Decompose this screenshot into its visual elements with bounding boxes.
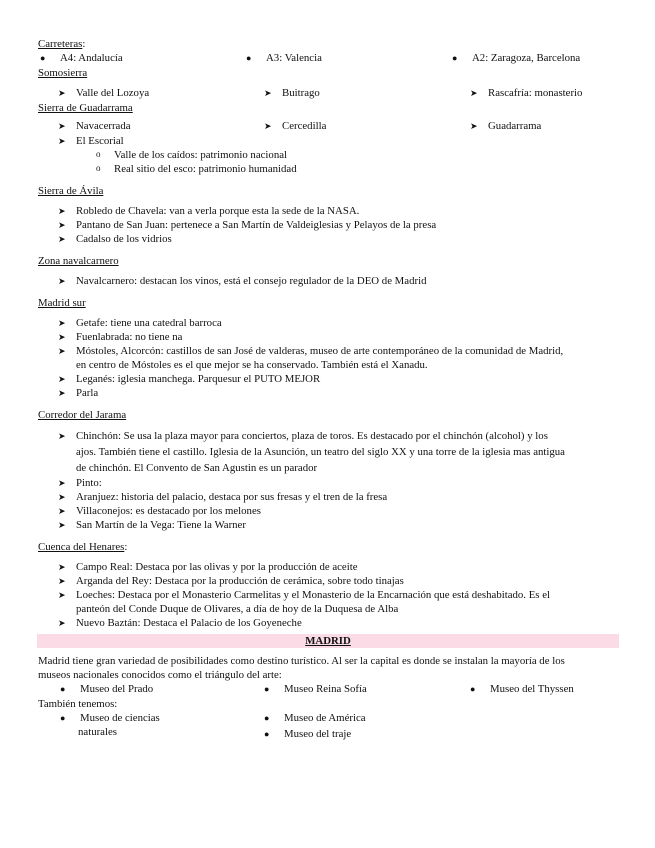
section-henares: Cuenca del Henares: ➤ Campo Real: Destaca por las olivas y por la producción de aceite ➤ Arganda del Rey: Destaca por la producción de cerámica, sobre todo tinajas ➤ Loeches: Destaca por el Monasterio Carmelitas y el Monasterio de la Encarnación que está deshabitado. Es el panteón del Conde Duque de Olivares, a día de hoy de la Duquesa de Alba ➤ Nuevo Baztán: Destaca el Palacio de los Goyeneche (38, 540, 618, 630)
guadarrama-row (38, 119, 618, 134)
list-item: ➤ San Martín de la Vega: Tiene la Warner (58, 519, 246, 531)
list-item: ➤ Aranjuez: historia del palacio, destaca por sus fresas y el tren de la fresa (58, 491, 388, 503)
list-item: ➤ Navalcarnero: destacan los vinos, está el consejo regulador de la DEO de Madrid (58, 275, 427, 287)
list-item: ● Museo Reina Sofía (264, 683, 367, 695)
madrid-sur-heading: Madrid sur (38, 297, 86, 309)
list-item: ➤ Pinto: (58, 477, 102, 489)
list-item: ● A3: Valencia (246, 52, 322, 64)
henares-heading: Cuenca del Henares (38, 541, 125, 553)
section-madrid-sur (38, 296, 618, 400)
section-madrid (38, 654, 618, 743)
list-item: ➤ Móstoles, Alcorcón: castillos de san José de valderas, museo de arte contemporáneo de la comunidad de Madrid, en centro de Móstoles es el que mejor se ha conservado. También está el Xanadu. (58, 345, 564, 371)
list-item: ● Museo del traje (264, 728, 352, 740)
section-guadarrama (38, 101, 618, 176)
carreteras-row (38, 51, 618, 66)
somosierra-row (38, 86, 618, 101)
list-item: ● Museo del Thyssen (470, 683, 574, 695)
list-item: ● Museo del Prado (60, 683, 154, 695)
avila-heading: Sierra de Ávila (38, 185, 104, 197)
carreteras-heading: Carreteras (38, 38, 83, 50)
list-item: ➤ Cercedilla (264, 120, 327, 132)
list-item: ➤ Navacerrada (58, 120, 131, 132)
list-item: ● Museo de ciencias naturales (60, 712, 160, 738)
list-item: ➤ Cadalso de los vidrios (58, 233, 172, 245)
list-item: ➤ Campo Real: Destaca por las olivas y por la producción de aceite (58, 561, 358, 573)
list-item: ● Museo de América (264, 712, 366, 724)
list-item: ➤ El Escorial (58, 135, 124, 147)
list-item: ➤ Leganés: iglesia manchega. Parquesur el PUTO MEJOR (58, 373, 321, 385)
museos-row (38, 682, 618, 697)
list-item: ➤ Fuenlabrada: no tiene na (58, 331, 183, 343)
list-item: ➤ Valle del Lozoya (58, 87, 150, 99)
list-item: ➤ Guadarrama (470, 120, 542, 132)
list-item: ➤ Villaconejos: es destacado por los melones (58, 505, 261, 517)
list-item: ➤ Chinchón: Se usa la plaza mayor para conciertos, plaza de toros. Es destacado por el chinchón (alcohol) y los ajos. También tiene el castillo. Iglesia de la Asunción, un teatro del siglo XX y una torre de la iglesia mas antigua de chinchón. El Convento de San Agustin es un parador (58, 430, 565, 474)
list-item: ➤ Buitrago (264, 87, 320, 99)
section-jarama (38, 408, 618, 532)
list-item: o Valle de los caídos: patrimonio nacional (96, 149, 288, 161)
list-item: o Real sitio del esco: patrimonio humanidad (96, 163, 297, 175)
list-item: ➤ Pantano de San Juan: pertenece a San Martín de Valdeiglesias y Pelayos de la presa (58, 219, 437, 231)
section-avila (38, 184, 618, 246)
madrid-paragraph: Madrid tiene gran variedad de posibilidades como destino turístico. Al ser la capital es donde se instalan la mayoría de los museos nacionales conocidos como el triángulo del arte: (38, 655, 565, 681)
jarama-heading: Corredor del Jarama (38, 409, 127, 421)
list-item: ➤ Getafe: tiene una catedral barroca (58, 317, 222, 329)
guadarrama-heading: Sierra de Guadarrama (38, 102, 133, 114)
mas-museos (38, 711, 618, 743)
document-page (38, 37, 618, 743)
tambien-label: También tenemos: (38, 698, 118, 710)
list-item: ➤ Arganda del Rey: Destaca por la producción de cerámica, sobre todo tinajas (58, 575, 404, 587)
list-item: ➤ Robledo de Chavela: van a verla porque esta la sede de la NASA. (58, 205, 360, 217)
list-item: ● A2: Zaragoza, Barcelona (452, 52, 581, 64)
madrid-banner: MADRID (37, 634, 619, 648)
list-item: ➤ Loeches: Destaca por el Monasterio Carmelitas y el Monasterio de la Encarnación que está deshabitado. Es el panteón del Conde Duque de Olivares, a día de hoy de la Duquesa de Alba (58, 589, 550, 615)
navalcarnero-heading: Zona navalcarnero (38, 255, 119, 267)
section-somosierra (38, 66, 618, 101)
somosierra-heading: Somosierra (38, 67, 88, 79)
list-item: ➤ Parla (58, 387, 99, 399)
list-item: ● A4: Andalucía (40, 52, 123, 64)
section-carreteras: Carreteras: ● A4: Andalucía ● A3: Valencia ● A2: Zaragoza, Barcelona (38, 37, 618, 66)
list-item: ➤ Nuevo Baztán: Destaca el Palacio de los Goyeneche (58, 617, 302, 629)
section-navalcarnero (38, 254, 618, 288)
list-item: ➤ Rascafría: monasterio (470, 87, 583, 99)
